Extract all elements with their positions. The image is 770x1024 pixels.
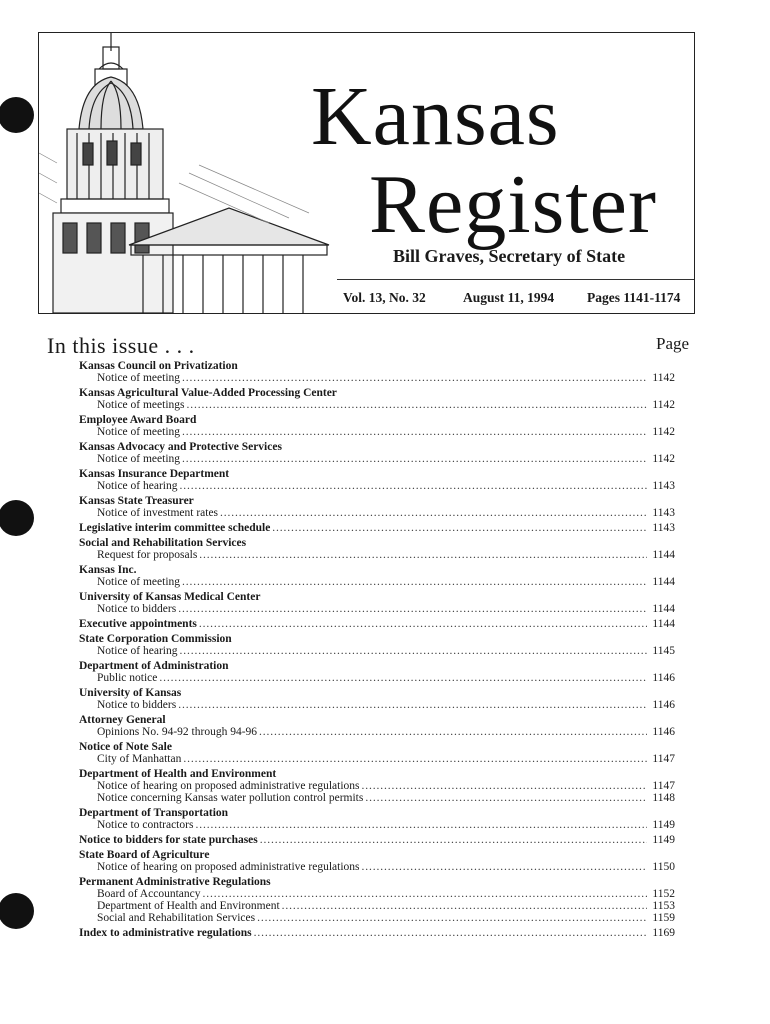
binder-hole-middle [0, 500, 34, 536]
toc-entry [79, 360, 675, 384]
toc-page-number: 1147 [652, 753, 675, 765]
issue-date: August 11, 1994 [463, 290, 555, 305]
toc-page-number: 1144 [652, 603, 675, 615]
toc-line [79, 753, 675, 765]
toc-page-number: 1143 [652, 480, 675, 492]
binder-hole-top [0, 97, 34, 133]
dot-leader [179, 645, 647, 657]
toc-line [79, 780, 675, 792]
toc-line [79, 912, 675, 924]
dot-leader [362, 861, 647, 873]
toc-item-title: Notice to bidders [97, 699, 177, 711]
toc-page-number: 1169 [652, 927, 675, 939]
toc-item-title: Notice concerning Kansas water pollution control permits [97, 792, 364, 804]
dot-leader [365, 792, 647, 804]
dot-leader [195, 819, 647, 831]
secretary-of-state: Bill Graves, Secretary of State [393, 246, 626, 266]
toc-entry [79, 618, 675, 630]
toc-line [79, 507, 675, 519]
toc-line [79, 927, 675, 939]
toc-page-number: 1147 [652, 780, 675, 792]
dot-leader [199, 549, 647, 561]
toc-entry [79, 714, 675, 738]
toc-item-title: Notice to contractors [97, 819, 194, 831]
dot-leader [199, 618, 647, 630]
dot-leader [362, 780, 647, 792]
toc-page-number: 1143 [652, 522, 675, 534]
toc-agency: Kansas Council on Privatization [79, 360, 238, 372]
toc-agency: Kansas Insurance Department [79, 468, 230, 480]
dot-leader [182, 426, 647, 438]
toc-agency: Notice of Note Sale [79, 741, 172, 753]
toc-item-title: Notice of hearing on proposed administrative regulations [97, 861, 360, 873]
toc-agency: University of Kansas Medical Center [79, 591, 261, 603]
toc-page-number: 1152 [652, 888, 675, 900]
toc-entry [79, 768, 675, 804]
toc-page-number: 1153 [652, 900, 675, 912]
dot-leader [182, 372, 647, 384]
toc-agency: Kansas Advocacy and Protective Services [79, 441, 282, 453]
issue-info [343, 290, 680, 306]
toc-entry [79, 876, 675, 924]
toc-page-number: 1142 [652, 453, 675, 465]
dot-leader [182, 453, 647, 465]
dot-leader [220, 507, 647, 519]
toc-line [79, 372, 675, 384]
toc-line [79, 726, 675, 738]
toc-line [79, 792, 675, 804]
toc-item-title: Social and Rehabilitation Services [97, 912, 256, 924]
toc-entry [79, 564, 675, 588]
toc-line [79, 861, 675, 873]
toc-line [79, 453, 675, 465]
toc-line [79, 672, 675, 684]
toc-entry [79, 414, 675, 438]
dot-leader [179, 480, 647, 492]
toc-item-title: Notice of meeting [97, 453, 181, 465]
toc-page-number: 1148 [652, 792, 675, 804]
toc-item-title: Notice of hearing [97, 480, 178, 492]
toc-line [79, 426, 675, 438]
toc-item-title: City of Manhattan [97, 753, 182, 765]
toc-item-title: Notice of hearing [97, 645, 178, 657]
toc-agency: Kansas State Treasurer [79, 495, 194, 507]
toc-line [79, 480, 675, 492]
toc-item-title: Notice to bidders for state purchases [79, 834, 258, 846]
toc-agency: Department of Transportation [79, 807, 229, 819]
toc-item-title: Notice of meeting [97, 576, 181, 588]
toc-page-number: 1146 [652, 699, 675, 711]
toc-entry [79, 522, 675, 534]
dot-leader [257, 912, 647, 924]
masthead-rule [337, 279, 695, 280]
toc-entry [79, 927, 675, 939]
toc-entry [79, 633, 675, 657]
toc-item-title: Request for proposals [97, 549, 198, 561]
toc-entry [79, 660, 675, 684]
toc-page-number: 1143 [652, 507, 675, 519]
page-column-heading: Page [656, 334, 690, 353]
table-of-contents [79, 360, 675, 942]
toc-agency: Department of Administration [79, 660, 229, 672]
dot-leader [187, 399, 647, 411]
toc-agency: Social and Rehabilitation Services [79, 537, 247, 549]
toc-line [79, 549, 675, 561]
dot-leader [183, 753, 647, 765]
toc-line [79, 645, 675, 657]
dot-leader [282, 900, 647, 912]
toc-agency: State Board of Agriculture [79, 849, 210, 861]
toc-item-title: Public notice [97, 672, 158, 684]
toc-agency: Permanent Administrative Regulations [79, 876, 271, 888]
toc-item-title: Index to administrative regulations [79, 927, 252, 939]
toc-line [79, 699, 675, 711]
toc-line [79, 834, 675, 846]
dot-leader [159, 672, 647, 684]
toc-line [79, 819, 675, 831]
dot-leader [182, 576, 647, 588]
dot-leader [178, 699, 647, 711]
toc-page-number: 1142 [652, 426, 675, 438]
dot-leader [260, 834, 647, 846]
masthead-box [38, 32, 695, 314]
toc-page-number: 1142 [652, 399, 675, 411]
toc-page-number: 1150 [652, 861, 675, 873]
dot-leader [202, 888, 647, 900]
toc-entry [79, 537, 675, 561]
toc-line [79, 603, 675, 615]
toc-entry [79, 849, 675, 873]
toc-item-title: Executive appointments [79, 618, 197, 630]
toc-agency: Attorney General [79, 714, 166, 726]
toc-line [79, 399, 675, 411]
toc-entry [79, 741, 675, 765]
toc-agency: Employee Award Board [79, 414, 197, 426]
toc-item-title: Board of Accountancy [97, 888, 201, 900]
toc-entry [79, 468, 675, 492]
toc-page-number: 1146 [652, 726, 675, 738]
toc-item-title: Department of Health and Environment [97, 900, 280, 912]
toc-line [79, 888, 675, 900]
toc-page-number: 1144 [652, 549, 675, 561]
binder-hole-bottom [0, 893, 34, 929]
toc-page-number: 1142 [652, 372, 675, 384]
toc-line [79, 522, 675, 534]
dot-leader [254, 927, 647, 939]
contents-heading: In this issue . . . [47, 333, 195, 358]
toc-entry [79, 495, 675, 519]
toc-agency: University of Kansas [79, 687, 182, 699]
toc-page-number: 1149 [652, 834, 675, 846]
toc-page-number: 1159 [652, 912, 675, 924]
toc-entry [79, 441, 675, 465]
toc-entry [79, 687, 675, 711]
toc-agency: Department of Health and Environment [79, 768, 277, 780]
toc-line [79, 900, 675, 912]
dot-leader [272, 522, 647, 534]
capitol-building-illustration [39, 33, 339, 313]
toc-entry [79, 807, 675, 831]
page-range: Pages 1141-1174 [587, 290, 681, 305]
toc-page-number: 1145 [652, 645, 675, 657]
toc-item-title: Opinions No. 94-92 through 94-96 [97, 726, 258, 738]
toc-line [79, 618, 675, 630]
dot-leader [178, 603, 647, 615]
dot-leader [259, 726, 647, 738]
toc-page-number: 1146 [652, 672, 675, 684]
toc-item-title: Notice of meetings [97, 399, 185, 411]
toc-item-title: Notice of meeting [97, 426, 181, 438]
title-register: Register [369, 158, 657, 251]
toc-item-title: Notice of meeting [97, 372, 181, 384]
toc-item-title: Notice of hearing on proposed administrative regulations [97, 780, 360, 792]
toc-page-number: 1149 [652, 819, 675, 831]
toc-entry [79, 387, 675, 411]
toc-entry [79, 834, 675, 846]
toc-item-title: Notice to bidders [97, 603, 177, 615]
toc-page-number: 1144 [652, 618, 675, 630]
toc-item-title: Notice of investment rates [97, 507, 219, 519]
title-kansas: Kansas [311, 70, 560, 163]
toc-item-title: Legislative interim committee schedule [79, 522, 271, 534]
volume-number: Vol. 13, No. 32 [343, 290, 426, 305]
toc-agency: State Corporation Commission [79, 633, 232, 645]
toc-agency: Kansas Inc. [79, 564, 137, 576]
toc-line [79, 576, 675, 588]
toc-page-number: 1144 [652, 576, 675, 588]
toc-agency: Kansas Agricultural Value-Added Processing Center [79, 387, 337, 399]
toc-entry [79, 591, 675, 615]
